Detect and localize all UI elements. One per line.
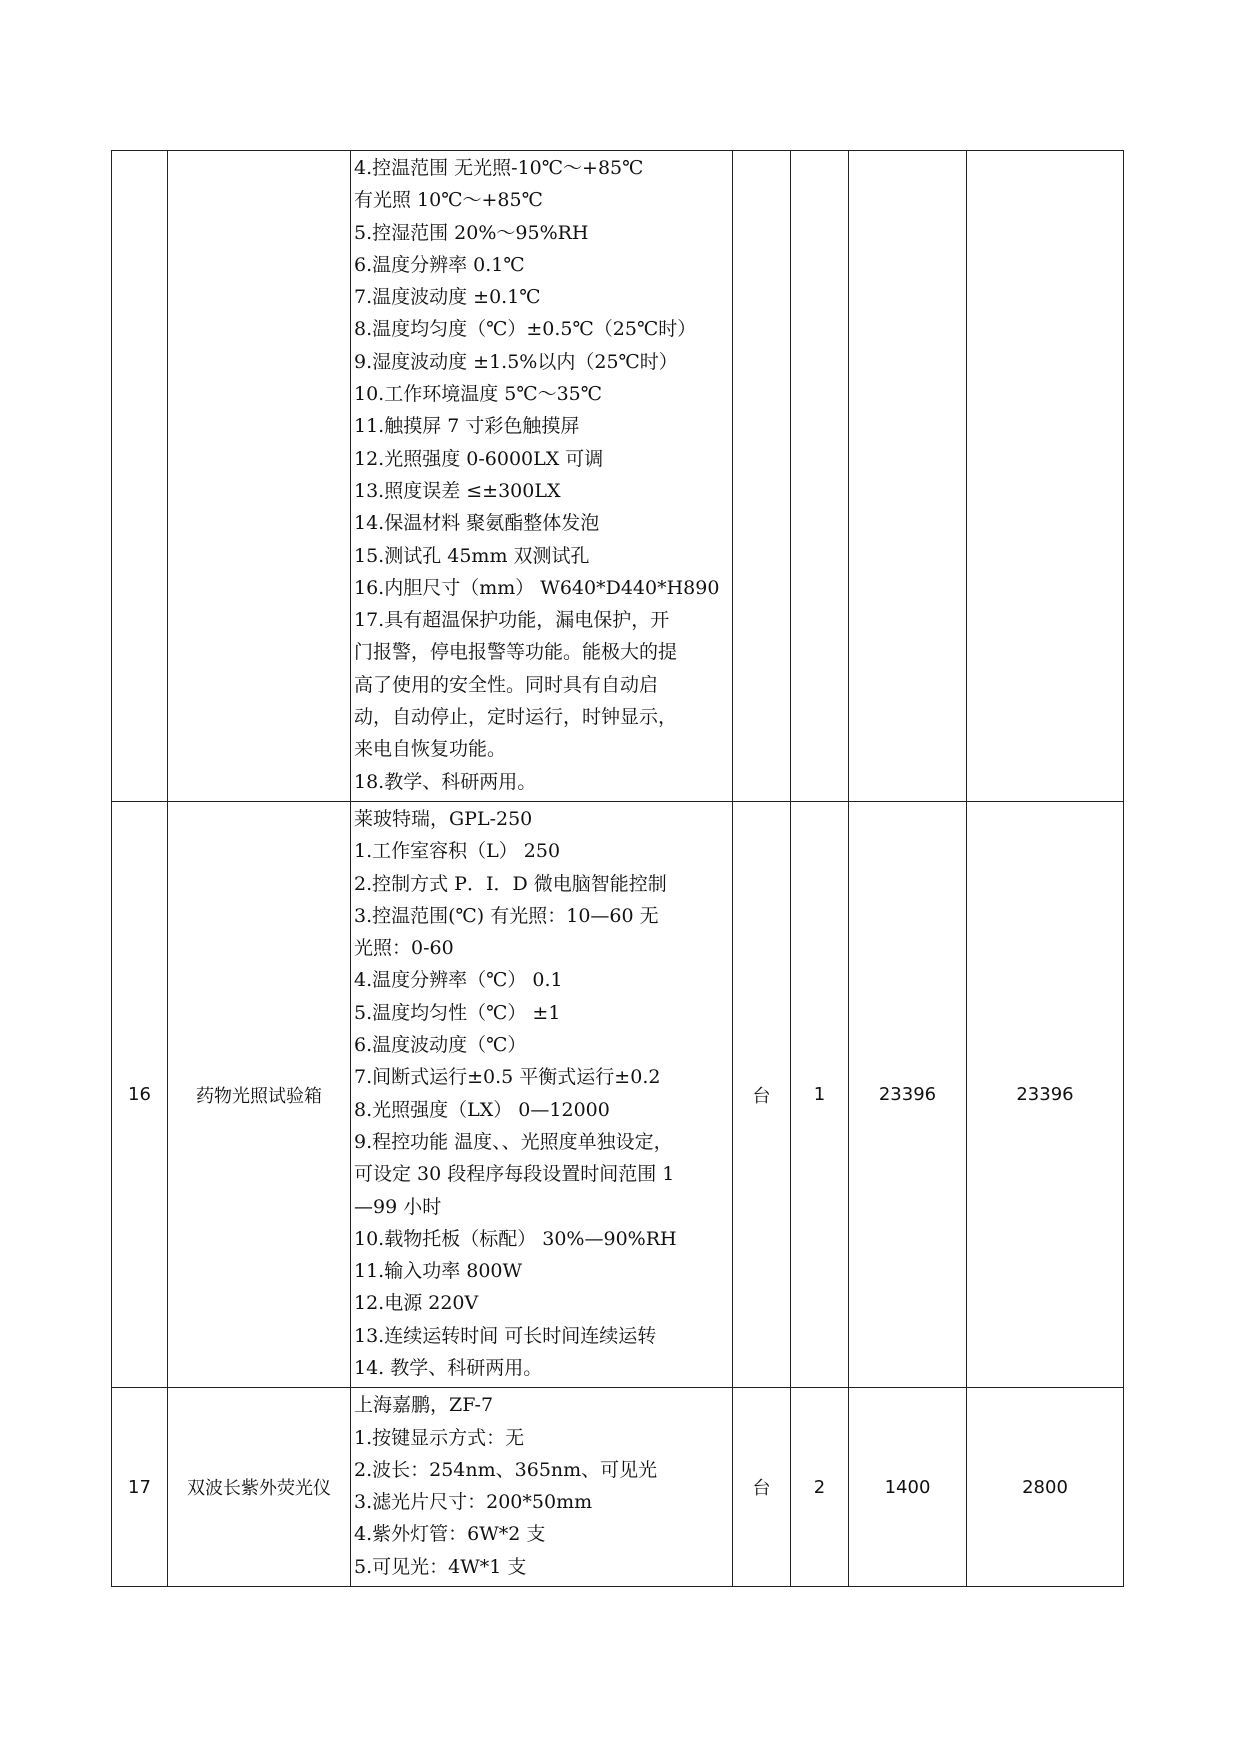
spec-line: 17.具有超温保护功能，漏电保护，开: [354, 609, 670, 632]
spec-line: 5.温度均匀性（℃） ±1: [354, 1001, 561, 1024]
item-number: 16: [112, 801, 168, 1387]
item-unit-price: 23396: [849, 801, 967, 1387]
item-number: 17: [112, 1388, 168, 1587]
item-name: 双波长紫外荧光仪: [168, 1388, 351, 1587]
spec-line: 14. 教学、科研两用。: [354, 1356, 543, 1379]
item-unit: 台: [733, 801, 791, 1387]
spec-line: 5.可见光：4W*1 支: [354, 1555, 527, 1578]
spec-line: 8.温度均匀度（℃）±0.5℃（25℃时）: [354, 318, 697, 341]
item-unit-price: 1400: [849, 1388, 967, 1587]
spec-line: 6.温度分辨率 0.1℃: [354, 253, 525, 276]
spec-line: 15.测试孔 45mm 双测试孔: [354, 544, 590, 567]
spec-line: 3.滤光片尺寸：200*50mm: [354, 1491, 593, 1514]
spec-line: 莱玻特瑞，GPL-250: [354, 807, 533, 830]
spec-line: 来电自恢复功能。: [354, 738, 507, 761]
table-row: [112, 1388, 1124, 1587]
item-name: [168, 151, 351, 802]
item-quantity: 1: [791, 801, 849, 1387]
spec-line: 10.工作环境温度 5℃～35℃: [354, 383, 603, 406]
spec-line: —99 小时: [354, 1195, 442, 1218]
spec-line: 3.控温范围(℃) 有光照：10—60 无: [354, 904, 659, 927]
table-row: [112, 801, 1124, 1387]
item-unit: 台: [733, 1388, 791, 1587]
spec-line: 6.温度波动度（℃）: [354, 1034, 527, 1057]
spec-line: 5.控湿范围 20%～95%RH: [354, 221, 589, 244]
spec-line: 13.连续运转时间 可长时间连续运转: [354, 1324, 657, 1347]
spec-line: 7.温度波动度 ±0.1℃: [354, 286, 541, 309]
spec-line: 4.温度分辨率（℃） 0.1: [354, 969, 563, 992]
spec-line: 11.触摸屏 7 寸彩色触摸屏: [354, 415, 580, 438]
item-unit: [733, 151, 791, 802]
spec-line: 14.保温材料 聚氨酯整体发泡: [354, 512, 600, 535]
item-name: 药物光照试验箱: [168, 801, 351, 1387]
spec-line: 高了使用的安全性。同时具有自动启: [354, 673, 659, 696]
spec-line: 4.控温范围 无光照-10℃～+85℃: [354, 157, 644, 179]
spec-line: 9.湿度波动度 ±1.5%以内（25℃时）: [354, 350, 678, 373]
spec-line: 16.内胆尺寸（mm） W640*D440*H890: [354, 576, 720, 599]
spec-line: 11.输入功率 800W: [354, 1260, 523, 1283]
spec-cell: [351, 151, 733, 802]
spec-line: 2.波长：254nm、365nm、可见光: [354, 1458, 658, 1481]
item-total: [967, 151, 1124, 802]
item-quantity: 2: [791, 1388, 849, 1587]
item-number: [112, 151, 168, 802]
item-unit-price: [849, 151, 967, 802]
spec-line: 1.工作室容积（L） 250: [354, 840, 561, 863]
spec-line: 18.教学、科研两用。: [354, 770, 537, 793]
spec-line: 8.光照强度（LX） 0—12000: [354, 1098, 610, 1121]
spec-line: 动，自动停止，定时运行，时钟显示，: [354, 706, 678, 729]
spec-line: 门报警，停电报警等功能。能极大的提: [354, 641, 678, 664]
spec-line: 有光照 10℃～+85℃: [354, 189, 543, 212]
item-total: 23396: [967, 801, 1124, 1387]
spec-line: 12.光照强度 0-6000LX 可调: [354, 447, 604, 470]
spec-line: 上海嘉鹏，ZF-7: [354, 1394, 494, 1417]
spec-cell: [351, 801, 733, 1387]
spec-line: 2.控制方式 P．I．D 微电脑智能控制: [354, 872, 667, 895]
spec-line: 光照：0-60: [354, 937, 454, 960]
spec-cell: [351, 1388, 733, 1587]
table-row: [112, 151, 1124, 802]
item-quantity: [791, 151, 849, 802]
equipment-spec-table: [111, 150, 1124, 1587]
spec-line: 1.按键显示方式：无: [354, 1426, 525, 1449]
spec-line: 12.电源 220V: [354, 1292, 479, 1315]
spec-line: 9.程控功能 温度、、光照度单独设定，: [354, 1130, 673, 1153]
item-total: 2800: [967, 1388, 1124, 1587]
spec-line: 可设定 30 段程序每段设置时间范围 1: [354, 1163, 675, 1186]
spec-line: 10.载物托板（标配） 30%—90%RH: [354, 1227, 677, 1250]
spec-line: 13.照度误差 ≤±300LX: [354, 479, 561, 502]
spec-line: 4.紫外灯管：6W*2 支: [354, 1523, 546, 1546]
spec-line: 7.间断式运行±0.5 平衡式运行±0.2: [354, 1066, 661, 1089]
